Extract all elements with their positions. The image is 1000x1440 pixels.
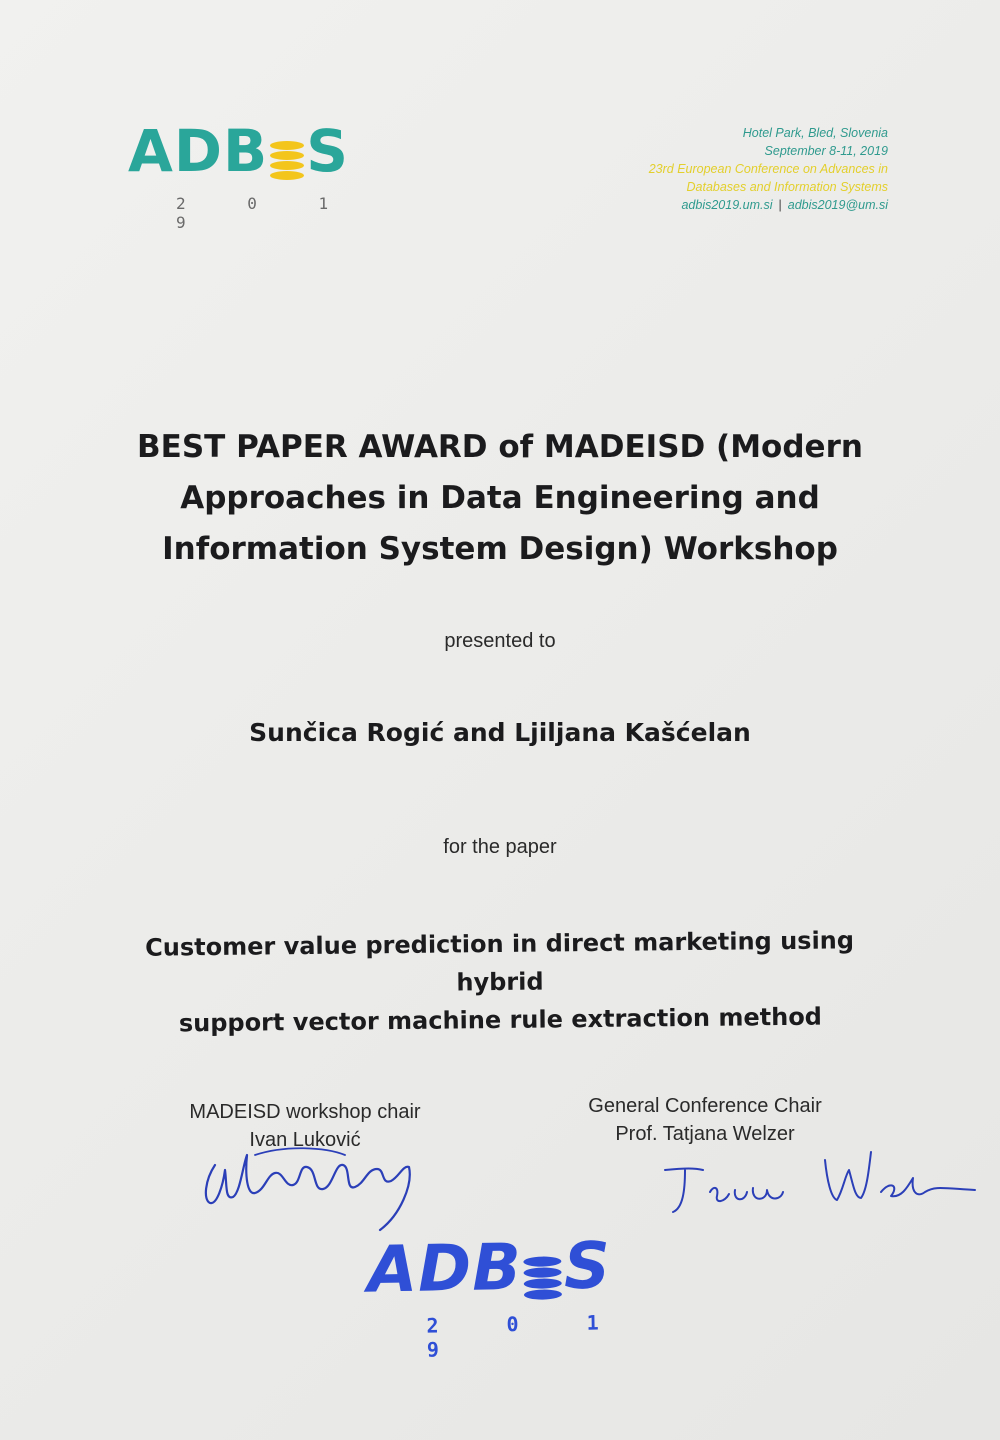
logo-year: 2 0 1 9 bbox=[176, 194, 355, 232]
coin-stack-icon bbox=[270, 126, 304, 180]
award-title-line3: Information System Design) Workshop bbox=[162, 531, 838, 567]
general-chair-role: General Conference Chair bbox=[588, 1095, 822, 1117]
separator: | bbox=[778, 198, 782, 212]
conference-info bbox=[649, 124, 888, 214]
conference-website: adbis2019.um.si bbox=[681, 198, 773, 212]
conference-dates: September 8-11, 2019 bbox=[764, 144, 888, 158]
conference-email: adbis2019@um.si bbox=[787, 198, 888, 212]
stamp-coin-stack-icon bbox=[523, 1239, 562, 1300]
presented-to-text: presented to bbox=[444, 630, 556, 652]
signature-lukovic bbox=[195, 1125, 435, 1235]
general-chair-name: Prof. Tatjana Welzer bbox=[615, 1123, 795, 1145]
logo-letters-after: S bbox=[306, 117, 350, 185]
stamp-year: 2 0 1 9 bbox=[426, 1310, 627, 1362]
logo-wordmark bbox=[128, 117, 378, 185]
stamp-letters-before: ADB bbox=[366, 1230, 523, 1308]
adbis-stamp bbox=[366, 1229, 669, 1362]
stamp-letters-after: S bbox=[563, 1229, 612, 1305]
paper-title-line2: support vector machine rule extraction method bbox=[178, 1002, 823, 1038]
recipients: Sunčica Rogić and Ljiljana Kašćelan bbox=[249, 718, 751, 747]
workshop-chair-name: Ivan Luković bbox=[249, 1129, 361, 1151]
signature-welzer bbox=[655, 1140, 985, 1230]
conference-venue: Hotel Park, Bled, Slovenia bbox=[742, 126, 888, 140]
paper-title bbox=[99, 921, 900, 1043]
award-title-line2: Approaches in Data Engineering and bbox=[180, 480, 820, 516]
adbis-logo bbox=[128, 117, 378, 232]
paper-title-line1: Customer value prediction in direct marketing using hybrid bbox=[145, 926, 855, 997]
stamp-wordmark bbox=[366, 1229, 668, 1308]
award-title bbox=[120, 422, 880, 575]
for-the-paper-text: for the paper bbox=[443, 836, 557, 858]
award-title-line1: BEST PAPER AWARD of MADEISD (Modern bbox=[137, 429, 863, 465]
logo-letters-before: ADB bbox=[128, 117, 269, 185]
conference-name-line1: 23rd European Conference on Advances in bbox=[648, 162, 888, 176]
workshop-chair-role: MADEISD workshop chair bbox=[189, 1101, 421, 1123]
conference-name-line2: Databases and Information Systems bbox=[686, 180, 888, 194]
